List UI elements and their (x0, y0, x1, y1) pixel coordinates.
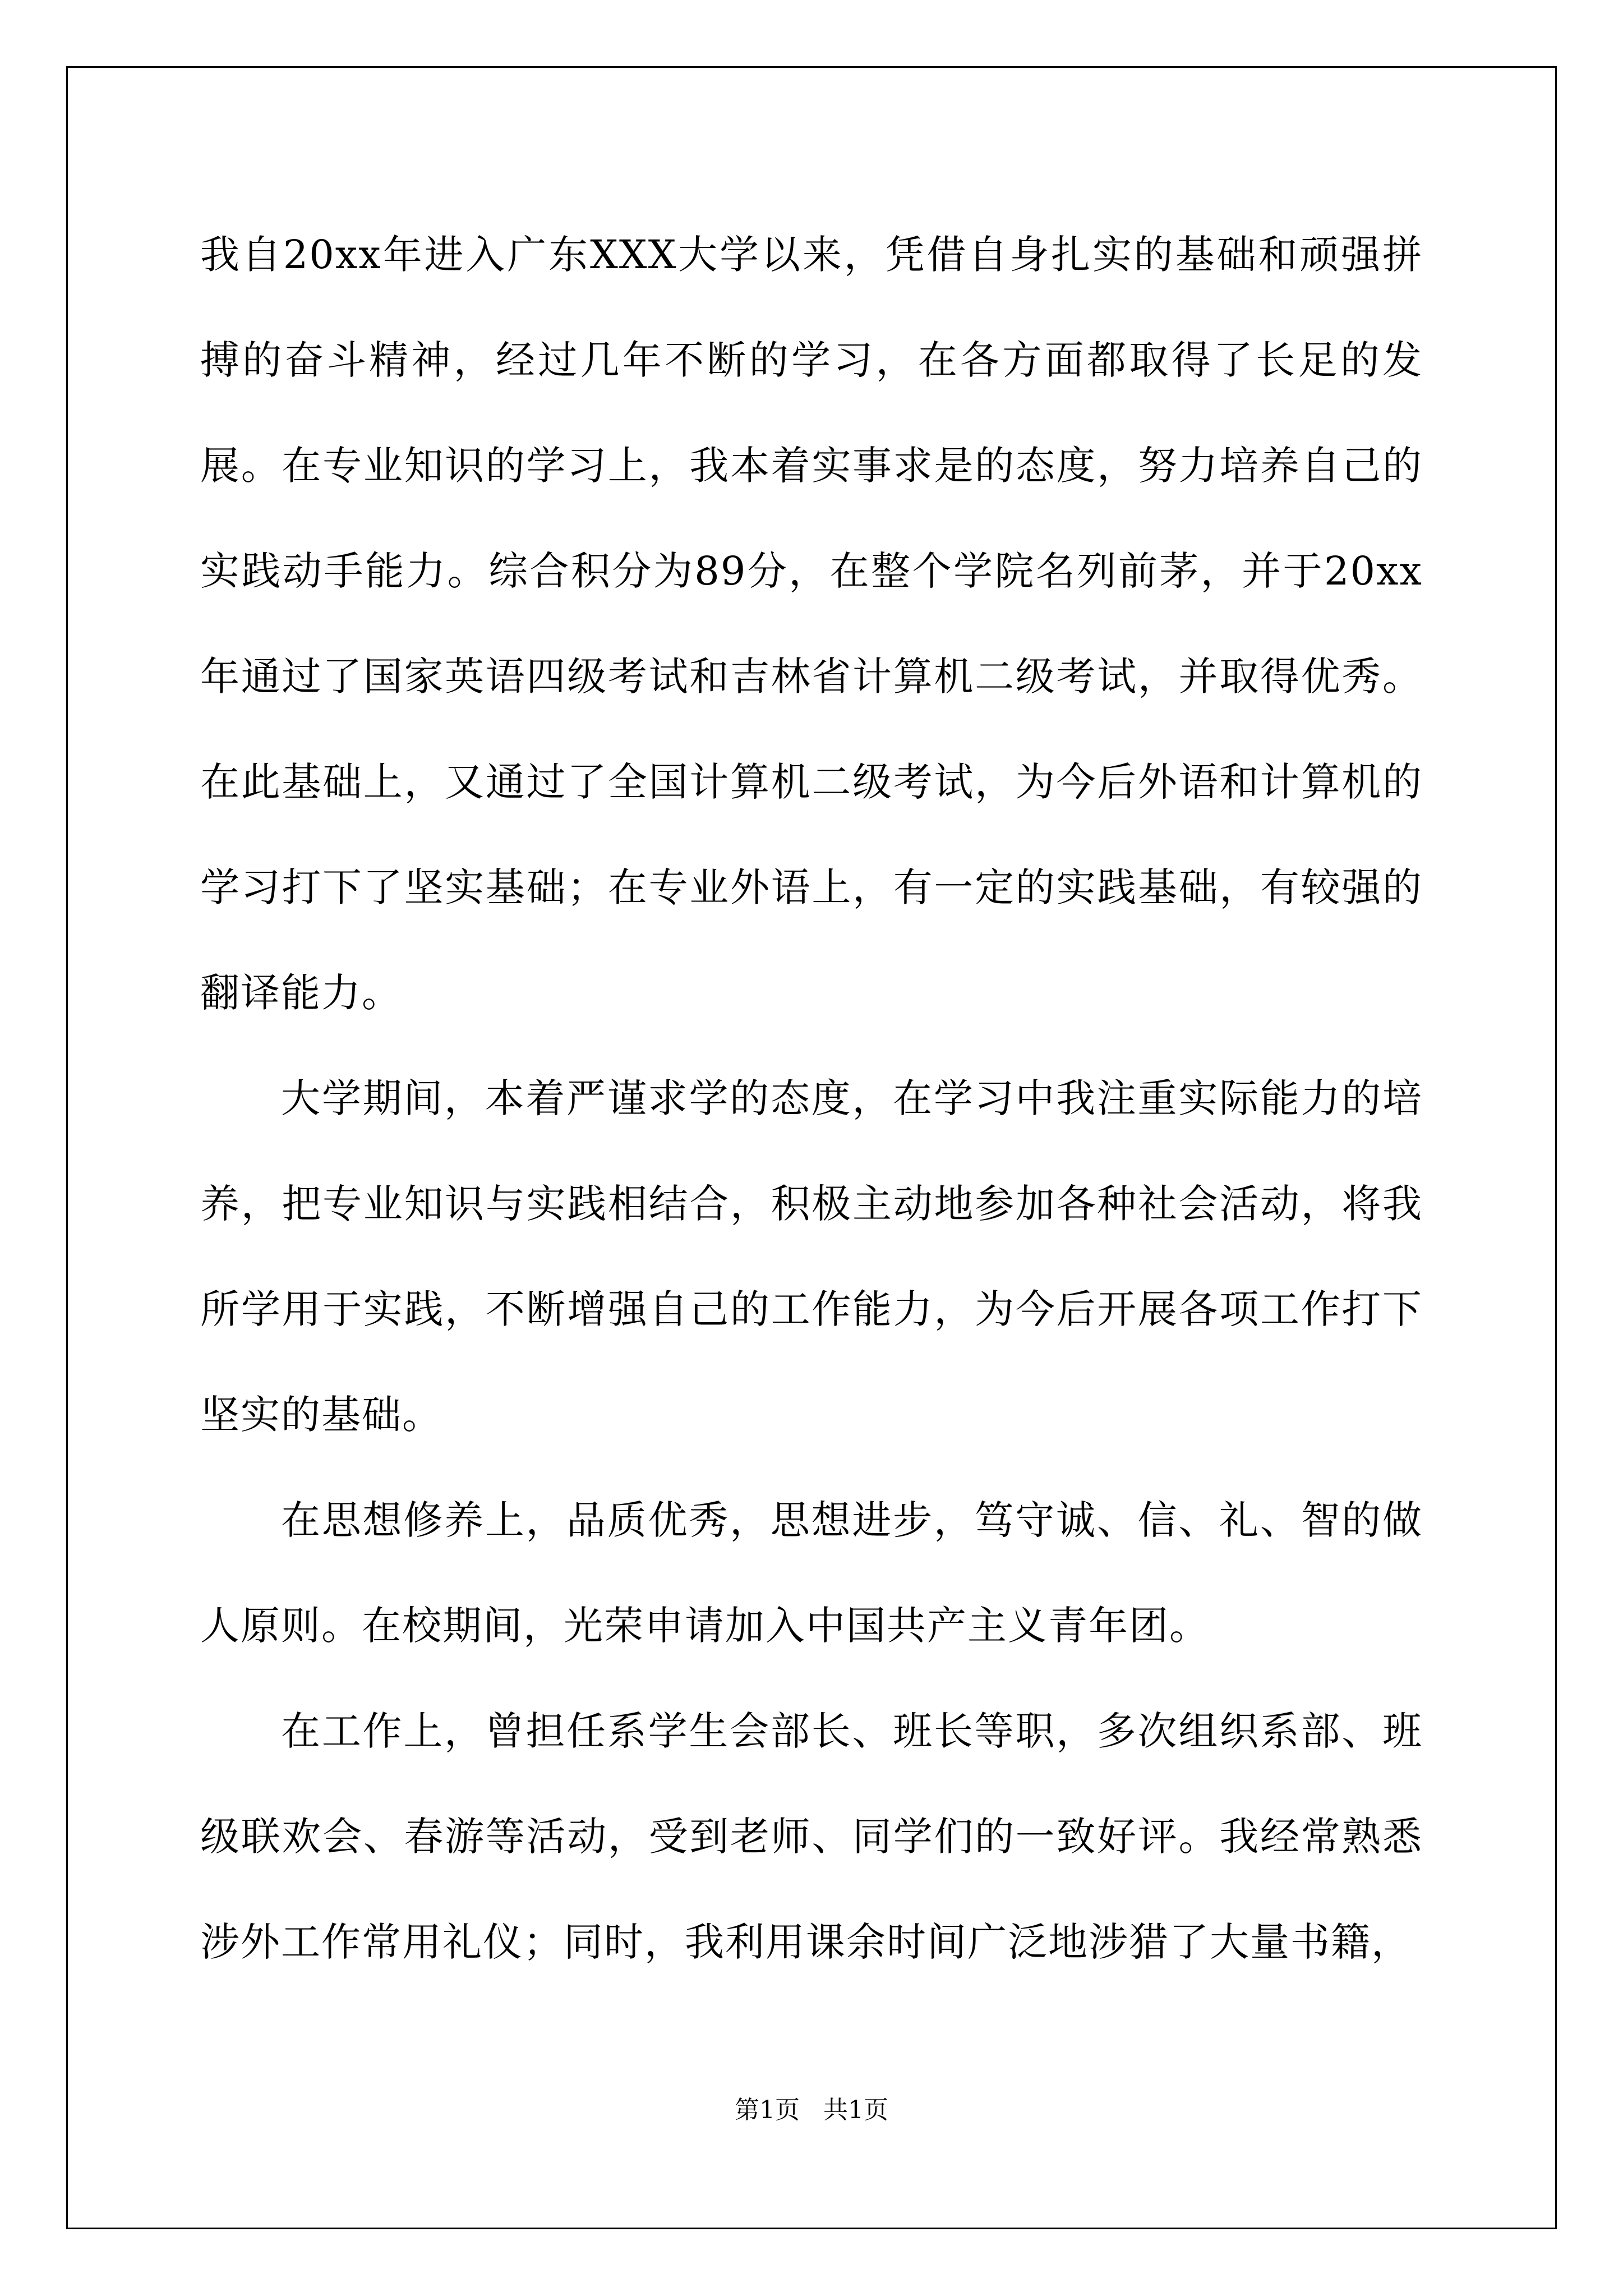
page-number-footer: 第1页 共1页 (735, 2096, 888, 2124)
paragraph-4: 在工作上，曾担任系学生会部长、班长等职，多次组织系部、班级联欢会、春游等活动，受到老师、同学们的一致好评。我经常熟悉涉外工作常用礼仪；同时，我利用课余时间广泛地涉猎了大量书籍， (200, 1708, 1423, 1965)
paragraph-2: 大学期间，本着严谨求学的态度，在学习中我注重实际能力的培养，把专业知识与实践相结合，积极主动地参加各种社会活动，将我所学用于实践，不断增强自己的工作能力，为今后开展各项工作打下坚实的基础。 (200, 1075, 1423, 1438)
paragraph-1: 我自20xx年进入广东XXX大学以来，凭借自身扎实的基础和顽强拼搏的奋斗精神，经过几年不断的学习，在各方面都取得了长足的发展。在专业知识的学习上，我本着实事求是的态度，努力培养自己的实践动手能力。综合积分为89分，在整个学院名列前茅，并于20xx年通过了国家英语四级考试和吉林省计算机二级考试，并取得优秀。在此基础上，又通过了全国计算机二级考试，为今后外语和计算机的学习打下了坚实基础；在专业外语上，有一定的实践基础，有较强的翻译能力。 (200, 232, 1423, 1016)
paragraph-3: 在思想修养上，品质优秀，思想进步，笃守诚、信、礼、智的做人原则。在校期间，光荣申请加入中国共产主义青年团。 (200, 1497, 1423, 1649)
document-body (200, 202, 1423, 1995)
